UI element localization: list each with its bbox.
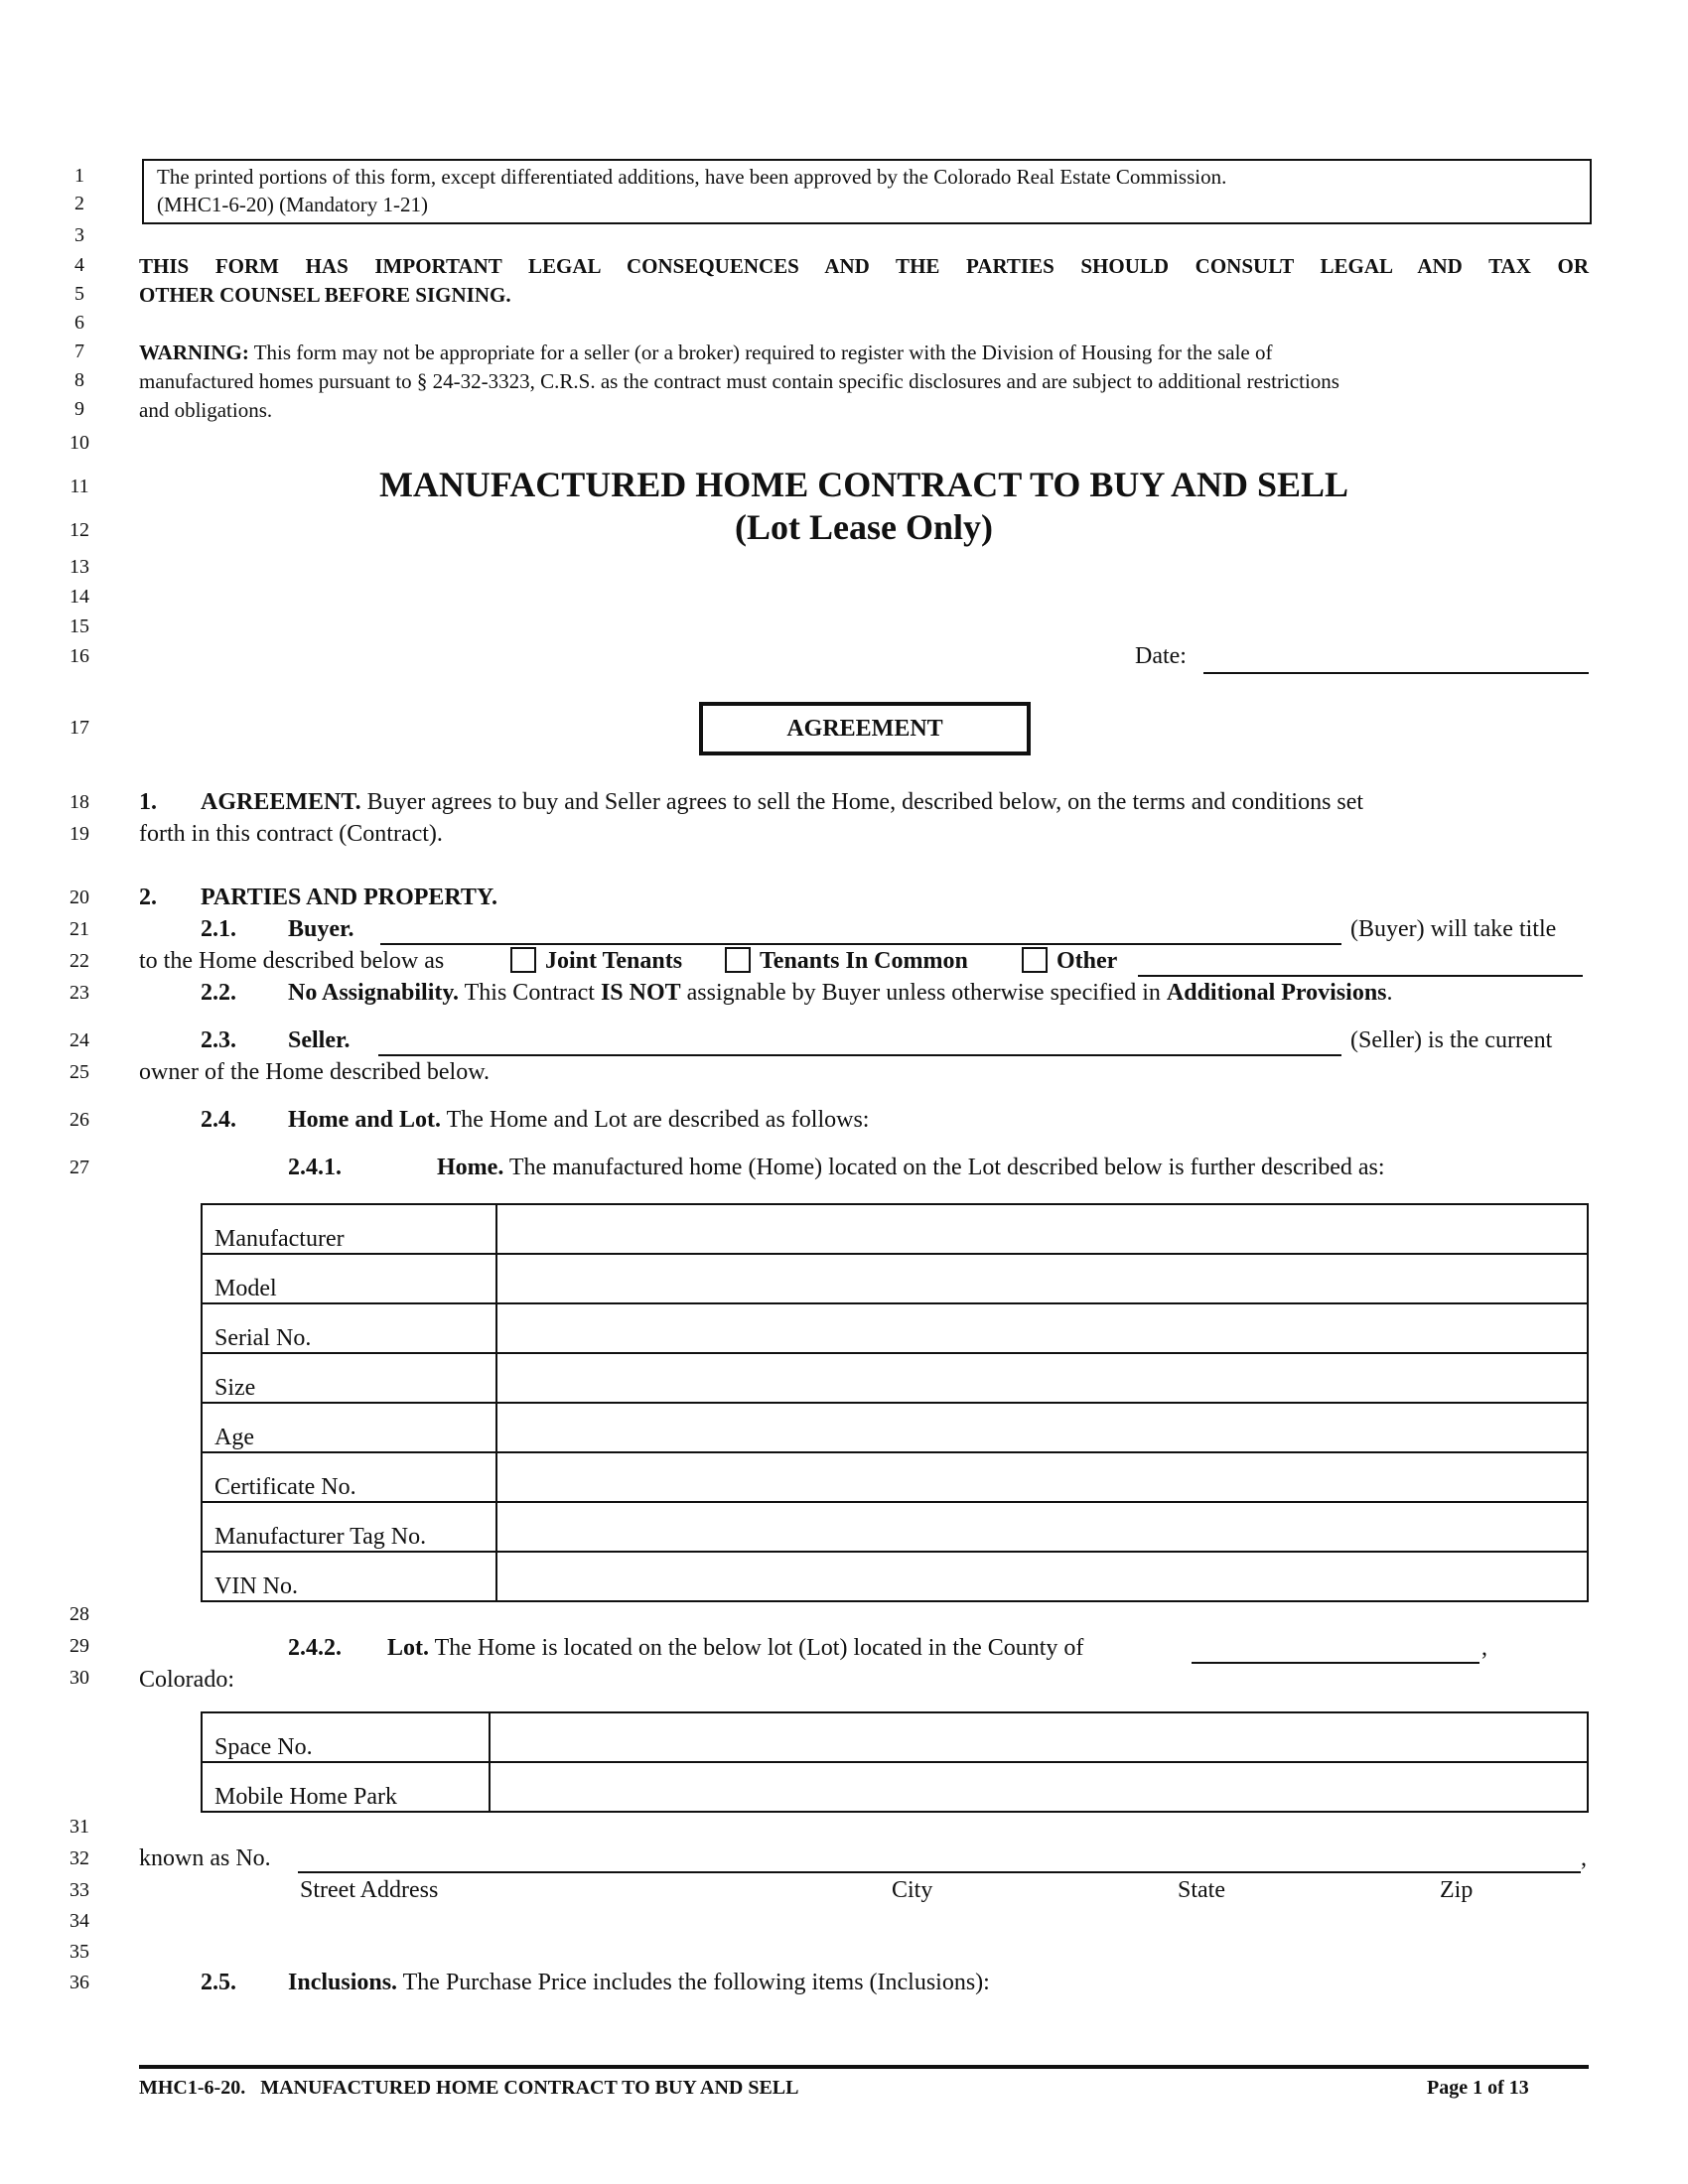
- zip-label: Zip: [1440, 1877, 1474, 1903]
- line-number: 4: [74, 254, 84, 276]
- line-number: 20: [70, 887, 89, 908]
- line-number: 21: [70, 918, 89, 940]
- line-number: 11: [70, 476, 89, 497]
- warning-label: WARNING:: [139, 341, 249, 364]
- line-number: 15: [70, 615, 89, 637]
- agreement-heading-box: AGREEMENT: [699, 702, 1031, 755]
- seller-label: Seller.: [288, 1027, 351, 1053]
- home-field-value[interactable]: [496, 1254, 1588, 1303]
- assign-text3: assignable by Buyer unless otherwise specified in: [686, 980, 1161, 1006]
- home-field-label: Model: [202, 1254, 496, 1303]
- date-field[interactable]: [1203, 672, 1589, 674]
- legal-warning-line1: THIS FORM HAS IMPORTANT LEGAL CONSEQUENCES AND THE PARTIES SHOULD CONSULT LEGAL AND TAX OR: [139, 254, 1589, 278]
- line-number: 31: [70, 1816, 89, 1838]
- line-number: 10: [70, 432, 89, 454]
- table-row: [202, 1303, 1588, 1353]
- lot-number: 2.4.2.: [288, 1635, 342, 1661]
- line-number: 13: [70, 556, 89, 578]
- home-field-value[interactable]: [496, 1403, 1588, 1452]
- table-row: [202, 1452, 1588, 1502]
- home-field-label: VIN No.: [202, 1552, 496, 1601]
- home-lot-number: 2.4.: [201, 1107, 236, 1133]
- line-number: 28: [70, 1603, 89, 1625]
- seller-name-field[interactable]: [378, 1054, 1341, 1056]
- line-number: 26: [70, 1109, 89, 1131]
- table-row: [202, 1254, 1588, 1303]
- street-address-label: Street Address: [300, 1877, 439, 1903]
- seller-line2: owner of the Home described below.: [139, 1059, 490, 1085]
- home-field-value[interactable]: [496, 1452, 1588, 1502]
- tenants-in-common-label: Tenants In Common: [760, 948, 968, 974]
- home-field-value[interactable]: [496, 1204, 1588, 1254]
- line-number: 7: [74, 341, 84, 362]
- assign-text1: This Contract: [464, 980, 595, 1006]
- seller-number: 2.3.: [201, 1027, 236, 1053]
- joint-tenants-checkbox[interactable]: [510, 947, 536, 973]
- section1-line1: Buyer agrees to buy and Seller agrees to sell the Home, described below, on the terms and conditions set: [366, 789, 1364, 815]
- home-field-label: Age: [202, 1403, 496, 1452]
- table-row: [202, 1762, 1588, 1812]
- legal-warning-line2: OTHER COUNSEL BEFORE SIGNING.: [139, 283, 511, 307]
- seller-owner-text: (Seller) is the current: [1350, 1027, 1553, 1053]
- home-field-label: Manufacturer: [202, 1204, 496, 1254]
- line-number: 14: [70, 586, 89, 608]
- line-number: 24: [70, 1029, 89, 1051]
- line-number: 6: [74, 312, 84, 334]
- home-field-value[interactable]: [496, 1303, 1588, 1353]
- buyer-name-field[interactable]: [380, 943, 1341, 945]
- table-row: [202, 1204, 1588, 1254]
- line-number: 35: [70, 1941, 89, 1963]
- buyer-number: 2.1.: [201, 916, 236, 942]
- home-field-label: Certificate No.: [202, 1452, 496, 1502]
- state-label: State: [1178, 1877, 1225, 1903]
- line-number: 34: [70, 1910, 89, 1932]
- inclusions-text: The Purchase Price includes the following items (Inclusions):: [402, 1970, 990, 1995]
- inclusions-label: Inclusions.: [288, 1970, 398, 1995]
- line-number: 2: [74, 193, 84, 214]
- joint-tenants-label: Joint Tenants: [545, 948, 683, 974]
- line-number: 3: [74, 224, 84, 246]
- section2-number: 2.: [139, 885, 157, 910]
- section1-number: 1.: [139, 789, 157, 815]
- table-row: [202, 1353, 1588, 1403]
- buyer-title-text: (Buyer) will take title: [1350, 916, 1557, 942]
- assign-additional-provisions: Additional Provisions: [1166, 980, 1387, 1006]
- line-number: 8: [74, 369, 84, 391]
- assign-number: 2.2.: [201, 980, 236, 1006]
- approval-notice-line1: The printed portions of this form, except differentiated additions, have been approved by the Colorado Real Estate Commission.: [157, 165, 1227, 189]
- section1-heading: AGREEMENT.: [201, 789, 361, 815]
- page-subtitle: (Lot Lease Only): [735, 507, 993, 547]
- footer-page-number: Page 1 of 13: [1427, 2077, 1529, 2099]
- assign-label: No Assignability.: [288, 980, 460, 1006]
- known-as-label: known as No.: [139, 1845, 271, 1871]
- line-number: 5: [74, 283, 84, 305]
- line-number: 36: [70, 1972, 89, 1993]
- tenants-in-common-checkbox[interactable]: [725, 947, 751, 973]
- line-number: 18: [70, 791, 89, 813]
- inclusions-number: 2.5.: [201, 1970, 236, 1995]
- section2-heading: PARTIES AND PROPERTY.: [201, 885, 498, 910]
- lot-label: Lot.: [387, 1635, 429, 1661]
- address-field[interactable]: [298, 1871, 1581, 1873]
- line-number: 9: [74, 398, 84, 420]
- footer-form-id: MHC1-6-20. MANUFACTURED HOME CONTRACT TO BUY AND SELL: [139, 2077, 799, 2099]
- line-number: 17: [70, 717, 89, 739]
- lot-text: The Home is located on the below lot (Lot) located in the County of: [434, 1635, 1084, 1661]
- page-title: MANUFACTURED HOME CONTRACT TO BUY AND SELL: [378, 465, 1349, 504]
- home-lot-label: Home and Lot.: [288, 1107, 442, 1133]
- line-number: 16: [70, 645, 89, 667]
- other-tenancy-field[interactable]: [1138, 975, 1583, 977]
- other-tenancy-checkbox[interactable]: [1022, 947, 1048, 973]
- lot-field-value[interactable]: [490, 1762, 1588, 1812]
- table-row: [202, 1552, 1588, 1601]
- line-number: 25: [70, 1061, 89, 1083]
- section1-line2: forth in this contract (Contract).: [139, 821, 443, 847]
- table-row: [202, 1712, 1588, 1762]
- assign-is-not: IS NOT: [600, 980, 681, 1006]
- home-details-table: [201, 1203, 1589, 1602]
- home-field-value[interactable]: [496, 1353, 1588, 1403]
- county-field[interactable]: [1192, 1662, 1479, 1664]
- city-label: City: [892, 1877, 933, 1903]
- home-text: The manufactured home (Home) located on the Lot described below is further described as:: [508, 1155, 1385, 1180]
- line-number: 30: [70, 1667, 89, 1689]
- line-number: 22: [70, 950, 89, 972]
- warning-line3: and obligations.: [139, 398, 273, 422]
- line-number: 29: [70, 1635, 89, 1657]
- other-tenancy-label: Other: [1056, 948, 1118, 974]
- lot-details-table: [201, 1711, 1589, 1813]
- lot-line2: Colorado:: [139, 1667, 234, 1693]
- home-field-label: Manufacturer Tag No.: [202, 1502, 496, 1552]
- lot-field-value[interactable]: [490, 1712, 1588, 1762]
- home-field-label: Serial No.: [202, 1303, 496, 1353]
- lot-field-label: Space No.: [202, 1712, 490, 1762]
- date-label: Date:: [1135, 643, 1187, 669]
- line-number: 33: [70, 1879, 89, 1901]
- footer-rule: [139, 2065, 1589, 2069]
- warning-line2: manufactured homes pursuant to § 24-32-3323, C.R.S. as the contract must contain specific disclosures and are subject to additional restrictions: [139, 369, 1339, 393]
- buyer-line2: to the Home described below as: [139, 948, 445, 974]
- line-number: 12: [70, 519, 89, 541]
- approval-notice-line2: (MHC1-6-20) (Mandatory 1-21): [157, 193, 428, 216]
- home-field-label: Size: [202, 1353, 496, 1403]
- table-row: [202, 1403, 1588, 1452]
- line-number: 1: [74, 165, 84, 187]
- assign-period: .: [1386, 980, 1393, 1006]
- lot-field-label: Mobile Home Park: [202, 1762, 490, 1812]
- line-number: 23: [70, 982, 89, 1004]
- line-number: 27: [70, 1157, 89, 1178]
- line-number: 19: [70, 823, 89, 845]
- line-number: 32: [70, 1847, 89, 1869]
- home-number: 2.4.1.: [288, 1155, 342, 1180]
- warning-line1: This form may not be appropriate for a seller (or a broker) required to register with the Division of Housing for the sale of: [253, 341, 1273, 364]
- lot-comma: ,: [1481, 1635, 1487, 1661]
- home-field-value[interactable]: [496, 1552, 1588, 1601]
- table-row: [202, 1502, 1588, 1552]
- buyer-label: Buyer.: [288, 916, 354, 942]
- home-label: Home.: [437, 1155, 504, 1180]
- home-field-value[interactable]: [496, 1502, 1588, 1552]
- home-lot-text: The Home and Lot are described as follows:: [446, 1107, 870, 1133]
